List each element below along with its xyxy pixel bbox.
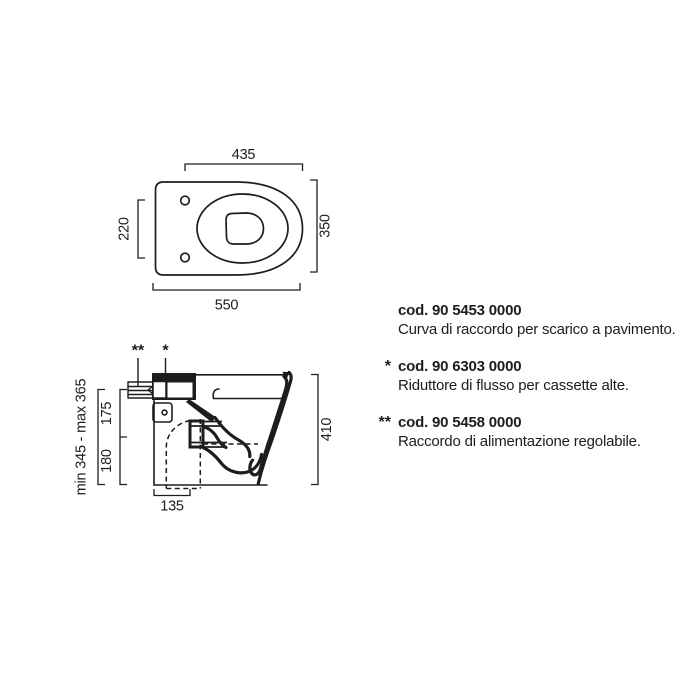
dim-inlet-segments	[120, 390, 127, 485]
note-description: Curva di raccordo per scarico a pavimento.	[398, 321, 676, 338]
note-item	[368, 413, 693, 451]
hinge-hole-bottom	[181, 253, 190, 262]
hinge-hole-top	[181, 196, 190, 205]
dim-label-135: 135	[160, 498, 184, 515]
bowl-opening	[226, 213, 264, 244]
dim-label-435: 435	[231, 147, 256, 163]
dim-hole-spacing	[138, 200, 145, 258]
note-marker: *	[384, 358, 391, 375]
top-view-drawing	[100, 140, 360, 325]
rim-water-line	[213, 389, 281, 399]
dim-label-min-max: min 345 - max 365	[73, 378, 90, 496]
note-item	[368, 357, 693, 395]
note-text	[398, 301, 676, 339]
product-notes	[368, 301, 693, 469]
drain-elbow-dashed-outer	[166, 421, 190, 489]
note-code: cod. 90 5453 0000	[398, 302, 522, 319]
flush-channel-band	[186, 399, 216, 423]
dim-bracket	[138, 200, 145, 258]
dim-bracket	[311, 375, 318, 485]
dim-bracket	[185, 164, 303, 171]
dim-seat-width	[185, 164, 303, 171]
note-description: Riduttore di flusso per cassette alte.	[398, 377, 629, 394]
dim-bracket	[120, 390, 127, 485]
seat-ring	[197, 194, 288, 263]
note-text	[398, 357, 629, 395]
dim-total-height	[311, 375, 318, 485]
dim-outlet-offset	[154, 489, 190, 496]
note-marker	[368, 301, 398, 339]
dim-label-350: 350	[317, 214, 334, 238]
flow-reducer-box	[153, 382, 166, 399]
dim-label-175: 175	[99, 401, 115, 426]
note-code: cod. 90 6303 0000	[398, 358, 522, 375]
note-item	[368, 301, 693, 339]
dim-label-410: 410	[319, 417, 335, 442]
dim-total-width	[153, 283, 300, 290]
marker-single-asterisk: *	[162, 342, 169, 360]
side-view-drawing	[60, 330, 380, 530]
marker-double-asterisk: **	[131, 342, 145, 360]
note-description: Raccordo di alimentazione regolabile.	[398, 433, 641, 450]
dim-bracket	[154, 489, 190, 496]
dim-label-180: 180	[99, 449, 115, 473]
flush-window	[168, 383, 193, 398]
dim-label-550: 550	[214, 297, 239, 314]
trap-curve-upper	[215, 418, 250, 457]
note-text	[398, 413, 641, 451]
front-wall-inner	[250, 377, 287, 475]
note-code: cod. 90 5458 0000	[398, 414, 522, 431]
dim-label-220: 220	[116, 217, 133, 241]
dim-bracket	[153, 283, 300, 290]
note-marker: **	[378, 414, 391, 431]
fixing-hole	[162, 410, 167, 415]
dim-depth	[310, 180, 317, 272]
dim-bracket	[310, 180, 317, 272]
